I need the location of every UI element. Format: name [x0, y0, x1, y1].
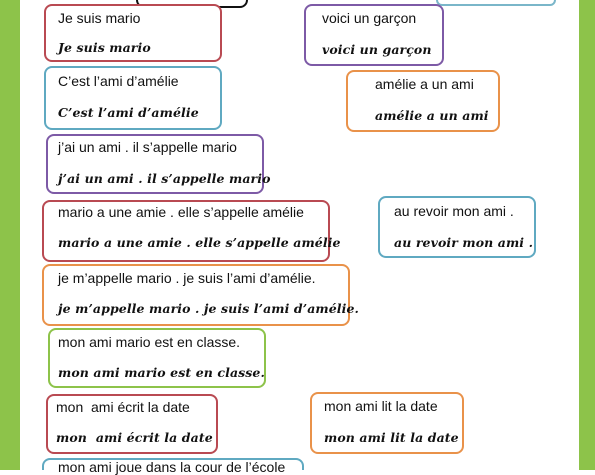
sentence-card	[42, 458, 304, 475]
top-right-box	[436, 0, 556, 6]
printed-text: au revoir mon ami .	[394, 203, 514, 219]
cursive-text: Je suis mario	[58, 40, 151, 55]
sentence-card	[304, 4, 444, 66]
sentence-card	[44, 4, 222, 62]
sentence-card	[42, 264, 359, 326]
printed-text: Je suis mario	[58, 10, 141, 26]
cursive-text: mon ami lit la date	[324, 430, 459, 445]
cursive-text: amélie a un ami	[375, 108, 489, 123]
right-green-border	[579, 0, 595, 470]
printed-text: voici un garçon	[322, 10, 417, 26]
sentence-card	[310, 392, 464, 454]
cursive-text: j’ai un ami . il s’appelle mario	[58, 171, 271, 186]
sentence-card	[48, 328, 266, 388]
sentence-card	[42, 200, 341, 262]
printed-text: mon ami écrit la date	[56, 399, 190, 415]
sentence-card	[378, 196, 536, 258]
printed-text: j’ai un ami . il s’appelle mario	[58, 139, 237, 155]
printed-text: mon ami joue dans la cour de l’école	[58, 459, 286, 475]
printed-text: mon ami lit la date	[324, 398, 438, 414]
printed-text: je m’appelle mario . je suis l’ami d’amélie.	[58, 270, 316, 286]
cursive-text: C’est l’ami d’amélie	[58, 105, 199, 120]
printed-text: mario a une amie . elle s’appelle amélie	[58, 204, 304, 220]
cursive-text: je m’appelle mario . je suis l’ami d’amélie.	[58, 301, 359, 316]
printed-text: C’est l’ami d’amélie	[58, 73, 179, 89]
sentence-card	[46, 134, 271, 194]
sentence-card	[44, 66, 222, 130]
sentence-card	[346, 70, 500, 132]
cursive-text: voici un garçon	[322, 42, 432, 57]
cursive-text: mon ami écrit la date	[56, 430, 213, 445]
printed-text: mon ami mario est en classe.	[58, 334, 241, 350]
left-green-border	[0, 0, 20, 470]
cursive-text: mario a une amie . elle s’appelle amélie	[58, 235, 341, 250]
printed-text: amélie a un ami	[375, 76, 474, 92]
cursive-text: au revoir mon ami .	[394, 235, 534, 250]
cursive-text: mon ami mario est en classe.	[58, 365, 265, 380]
sentence-card	[46, 394, 218, 454]
